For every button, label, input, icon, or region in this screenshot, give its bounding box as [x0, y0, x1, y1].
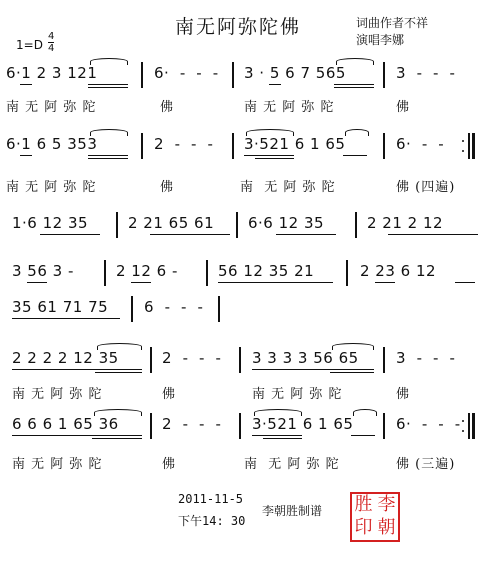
- seal-char: 李: [377, 494, 396, 515]
- barline: [232, 133, 234, 159]
- barline: [383, 62, 385, 88]
- composer-credit: 词曲作者不祥: [356, 16, 429, 30]
- measure-4-1: 3 56 3 -: [12, 262, 74, 280]
- lyrics-2-2: 佛: [160, 180, 175, 195]
- barline: [150, 347, 152, 373]
- beam: [95, 372, 142, 373]
- repeat-dot: [462, 150, 464, 152]
- barline: [218, 296, 220, 322]
- lyrics-7-2: 佛: [162, 457, 177, 472]
- repeat-dot: [462, 430, 464, 432]
- repeat-barline: [472, 133, 475, 159]
- repeat-barline: [468, 133, 470, 159]
- measure-1-2: 6· - - -: [154, 64, 219, 82]
- beam: [88, 84, 128, 85]
- measure-7-2: 2 - - -: [162, 415, 222, 433]
- beam: [27, 282, 47, 283]
- measure-2-4: 6· - -: [396, 135, 445, 153]
- barline: [206, 260, 208, 286]
- repeat-dot: [462, 420, 464, 422]
- barline: [232, 62, 234, 88]
- measure-1-4: 3 - - -: [396, 64, 456, 82]
- beam: [343, 155, 367, 156]
- seal-char: 印: [354, 517, 373, 538]
- measure-2-3: 3·521 6 1 65: [244, 135, 346, 153]
- lyrics-6-4: 佛: [396, 387, 411, 402]
- score-time: 下午14: 30: [178, 514, 246, 528]
- slur: [336, 58, 374, 65]
- measure-6-2: 2 - - -: [162, 349, 222, 367]
- beam: [252, 369, 374, 370]
- slur: [94, 409, 142, 416]
- barline: [239, 347, 241, 373]
- seal-char: 胜: [354, 494, 373, 515]
- meter-bottom: 4: [48, 43, 55, 54]
- measure-3-2: 2 21 65 61: [128, 214, 215, 232]
- measure-3-4: 2 21 2 12: [367, 214, 444, 232]
- measure-2-1: 6·1 6 5 353: [6, 135, 98, 153]
- lyrics-2-4: 佛 (四遍): [396, 180, 456, 195]
- lyrics-2-3: 南 无 阿 弥 陀: [240, 180, 336, 195]
- beam: [20, 155, 32, 156]
- beam: [12, 318, 120, 319]
- score-date: 2011-11-5: [178, 492, 244, 506]
- barline: [346, 260, 348, 286]
- beam: [218, 282, 333, 283]
- barline: [239, 413, 241, 439]
- lyrics-2-1: 南 无 阿 弥 陀: [6, 180, 97, 195]
- slur: [90, 129, 128, 136]
- beam: [131, 282, 151, 283]
- barline: [131, 296, 133, 322]
- repeat-dot: [462, 140, 464, 142]
- barline: [141, 62, 143, 88]
- lyrics-6-1: 南 无 阿 弥 陀: [12, 387, 103, 402]
- slur: [345, 129, 369, 136]
- lyrics-7-3: 南 无 阿 弥 陀: [244, 457, 340, 472]
- beam: [455, 282, 475, 283]
- measure-4-4: 2 23 6 12: [360, 262, 437, 280]
- beam: [12, 435, 142, 436]
- lyrics-1-3: 南 无 阿 弥 陀: [244, 100, 335, 115]
- beam: [88, 155, 128, 156]
- barline: [383, 347, 385, 373]
- lyrics-1-4: 佛: [396, 100, 411, 115]
- time-signature: [48, 31, 54, 54]
- beam: [269, 84, 281, 85]
- slur: [353, 409, 377, 416]
- beam: [88, 87, 128, 88]
- barline: [383, 133, 385, 159]
- beam: [12, 369, 142, 370]
- transcriber-signature: 李朝胜制谱: [262, 504, 323, 518]
- repeat-barline: [468, 413, 470, 439]
- beam: [334, 84, 374, 85]
- lyrics-1-2: 佛: [160, 100, 175, 115]
- barline: [236, 212, 238, 238]
- measure-7-1: 6 6 6 1 65 36: [12, 415, 119, 433]
- beam: [150, 234, 230, 235]
- measure-6-1: 2 2 2 2 12 35: [12, 349, 119, 367]
- measure-5-1: 35 61 71 75: [12, 298, 109, 316]
- measure-1-3: 3 · 5 6 7 565: [244, 64, 346, 82]
- beam: [334, 87, 374, 88]
- seal-char: 朝: [377, 517, 396, 538]
- barline: [116, 212, 118, 238]
- barline: [383, 413, 385, 439]
- measure-4-3: 56 12 35 21: [218, 262, 315, 280]
- barline: [141, 133, 143, 159]
- slur: [97, 343, 142, 350]
- measure-1-1: 6·1 2 3 121: [6, 64, 98, 82]
- lyrics-7-4: 佛 (三遍): [396, 457, 456, 472]
- measure-2-2: 2 - - -: [154, 135, 214, 153]
- slur: [90, 58, 128, 65]
- beam: [252, 435, 302, 436]
- beam: [244, 155, 294, 156]
- beam: [276, 234, 336, 235]
- lyrics-7-1: 南 无 阿 弥 陀: [12, 457, 103, 472]
- song-title: 南无阿弥陀佛: [175, 16, 302, 38]
- singer-credit: 演唱李娜: [356, 33, 405, 47]
- barline: [150, 413, 152, 439]
- slur: [332, 343, 374, 350]
- beam: [88, 158, 128, 159]
- measure-3-1: 1·6 12 35: [12, 214, 89, 232]
- beam: [20, 84, 32, 85]
- measure-4-2: 2 12 6 -: [116, 262, 178, 280]
- measure-6-4: 3 - - -: [396, 349, 456, 367]
- beam: [255, 158, 294, 159]
- barline: [355, 212, 357, 238]
- lyrics-1-1: 南 无 阿 弥 陀: [6, 100, 97, 115]
- key-signature: 1=D: [16, 38, 43, 52]
- beam: [375, 282, 395, 283]
- lyrics-6-3: 南 无 阿 弥 陀: [252, 387, 343, 402]
- measure-3-3: 6·6 12 35: [248, 214, 325, 232]
- meter-top: 4: [48, 31, 55, 42]
- beam: [263, 438, 302, 439]
- beam: [40, 234, 100, 235]
- red-seal-stamp: [350, 492, 400, 542]
- lyrics-6-2: 佛: [162, 387, 177, 402]
- measure-7-3: 3·521 6 1 65: [252, 415, 354, 433]
- slur: [254, 409, 302, 416]
- beam: [330, 372, 374, 373]
- repeat-barline: [472, 413, 475, 439]
- measure-5-2: 6 - - -: [144, 298, 204, 316]
- beam: [92, 438, 142, 439]
- measure-7-4: 6· - - -: [396, 415, 461, 433]
- barline: [104, 260, 106, 286]
- measure-6-3: 3 3 3 3 56 65: [252, 349, 359, 367]
- slur: [246, 129, 294, 136]
- beam: [388, 234, 478, 235]
- beam: [351, 435, 375, 436]
